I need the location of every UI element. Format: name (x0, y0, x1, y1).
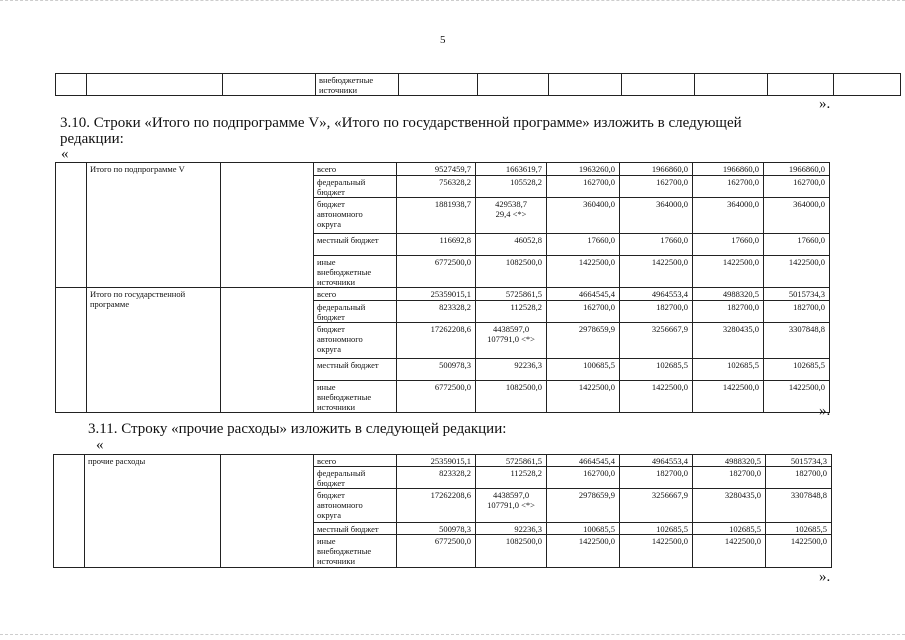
amount-cell: 1422500,0 (693, 381, 764, 413)
amount-cell: 17660,0 (620, 234, 693, 256)
amount-cell: 5725861,5 (476, 288, 547, 301)
empty-cell (56, 74, 87, 96)
row-number-cell (56, 163, 87, 288)
amount-cell: 162700,0 (547, 467, 620, 489)
closing-quote: ». (819, 569, 831, 585)
amount-cell: 6772500,0 (397, 256, 476, 288)
empty-cell (834, 74, 901, 96)
closing-quote: ». (819, 96, 831, 112)
amount-cell: 364000,0 (620, 198, 693, 234)
group-title-cell: Итого по государственной программе (87, 288, 221, 413)
amount-cell: 100685,5 (547, 359, 620, 381)
empty-cell (768, 74, 834, 96)
amount-cell: 823328,2 (397, 301, 476, 323)
amount-cell: 3256667,9 (620, 489, 693, 523)
amount-cell: 364000,0 (693, 198, 764, 234)
amount-cell: 5725861,5 (476, 455, 547, 467)
table-row (56, 163, 897, 176)
amount-cell: 182700,0 (620, 301, 693, 323)
other-expenses-table (53, 454, 899, 568)
funding-source-cell: всего (314, 455, 397, 467)
amount-cell: 102685,5 (620, 523, 693, 535)
empty-cell (223, 74, 316, 96)
scan-edge-bottom (0, 634, 905, 636)
amount-cell: 100685,5 (547, 523, 620, 535)
funding-source-cell: иные внебюджетные источники (314, 381, 397, 413)
amount-cell: 182700,0 (620, 467, 693, 489)
amount-cell: 1082500,0 (476, 535, 547, 568)
amount-cell: 4964553,4 (620, 455, 693, 467)
amount-cell: 17660,0 (764, 234, 830, 256)
funding-source-cell: бюджет автономного округа (314, 323, 397, 359)
amount-cell: 162700,0 (764, 176, 830, 198)
amount-cell: 3280435,0 (693, 489, 766, 523)
amount-cell: 116692,8 (397, 234, 476, 256)
amount-cell: 3256667,9 (620, 323, 693, 359)
subprogram-totals-table (55, 162, 897, 413)
amount-cell: 1881938,7 (397, 198, 476, 234)
amount-cell: 360400,0 (547, 198, 620, 234)
amount-cell: 1422500,0 (693, 535, 766, 568)
amount-cell: 823328,2 (397, 467, 476, 489)
amount-cell: 500978,3 (397, 359, 476, 381)
row-number-cell (54, 455, 85, 568)
amount-cell: 102685,5 (620, 359, 693, 381)
amount-cell: 5015734,3 (766, 455, 832, 467)
funding-source-cell: федеральный бюджет (314, 301, 397, 323)
amount-cell: 1422500,0 (766, 535, 832, 568)
section-3-11-line1: 3.11. Строку «прочие расходы» изложить в следующей редакции: (88, 421, 507, 437)
amount-cell: 500978,3 (397, 523, 476, 535)
funding-source-cell: бюджет автономного округа (314, 198, 397, 234)
row-number-cell (56, 288, 87, 413)
empty-cell (221, 288, 314, 413)
amount-cell: 112528,2 (476, 467, 547, 489)
empty-cell (695, 74, 768, 96)
amount-cell: 4438597,0 107791,0 <*> (476, 323, 547, 359)
amount-cell: 182700,0 (693, 301, 764, 323)
amount-cell: 4438597,0 107791,0 <*> (476, 489, 547, 523)
opening-quote: « (61, 146, 69, 162)
group-title-cell: Итого по подпрограмме V (87, 163, 221, 288)
amount-cell: 46052,8 (476, 234, 547, 256)
funding-source-cell: всего (314, 163, 397, 176)
amount-cell: 102685,5 (764, 359, 830, 381)
amount-cell: 4664545,4 (547, 288, 620, 301)
amount-cell: 102685,5 (693, 359, 764, 381)
amount-cell: 25359015,1 (397, 288, 476, 301)
amount-cell: 1966860,0 (693, 163, 764, 176)
funding-source-cell: местный бюджет (314, 523, 397, 535)
amount-cell: 162700,0 (547, 176, 620, 198)
closing-quote: ». (819, 403, 831, 419)
amount-cell: 102685,5 (693, 523, 766, 535)
amount-cell: 17660,0 (693, 234, 764, 256)
section-3-10-line1: 3.10. Строки «Итого по подпрограмме V», «Итого по государственной программе» изложить в следующей (60, 115, 742, 131)
amount-cell: 4664545,4 (547, 455, 620, 467)
amount-cell: 4964553,4 (620, 288, 693, 301)
funding-source-cell: бюджет автономного округа (314, 489, 397, 523)
group-title-cell: прочие расходы (85, 455, 221, 568)
empty-cell (622, 74, 695, 96)
amount-cell: 1082500,0 (476, 256, 547, 288)
amount-cell: 3280435,0 (693, 323, 764, 359)
amount-cell: 182700,0 (764, 301, 830, 323)
amount-cell: 25359015,1 (397, 455, 476, 467)
amount-cell: 1422500,0 (547, 381, 620, 413)
empty-cell (478, 74, 549, 96)
table-row (56, 288, 897, 301)
amount-cell: 1422500,0 (620, 381, 693, 413)
funding-source-cell: местный бюджет (314, 359, 397, 381)
amount-cell: 1966860,0 (620, 163, 693, 176)
amount-cell: 92236,3 (476, 359, 547, 381)
empty-cell (549, 74, 622, 96)
amount-cell: 364000,0 (764, 198, 830, 234)
amount-cell: 1422500,0 (620, 256, 693, 288)
amount-cell: 1422500,0 (764, 381, 830, 413)
amount-cell: 182700,0 (766, 467, 832, 489)
amount-cell: 17262208,6 (397, 489, 476, 523)
funding-source-cell: иные внебюджетные источники (314, 535, 397, 568)
amount-cell: 1422500,0 (693, 256, 764, 288)
amount-cell: 162700,0 (693, 176, 764, 198)
amount-cell: 162700,0 (620, 176, 693, 198)
amount-cell: 1963260,0 (547, 163, 620, 176)
empty-cell (399, 74, 478, 96)
amount-cell: 2978659,9 (547, 323, 620, 359)
amount-cell: 1422500,0 (764, 256, 830, 288)
funding-source-cell: федеральный бюджет (314, 176, 397, 198)
opening-quote: « (96, 437, 104, 453)
amount-cell: 1082500,0 (476, 381, 547, 413)
top-table (55, 73, 901, 96)
page-number: 5 (440, 34, 446, 46)
amount-cell: 92236,3 (476, 523, 547, 535)
amount-cell: 6772500,0 (397, 535, 476, 568)
amount-cell: 429538,7 29,4 <*> (476, 198, 547, 234)
amount-cell: 3307848,8 (764, 323, 830, 359)
funding-source-cell: местный бюджет (314, 234, 397, 256)
amount-cell: 17262208,6 (397, 323, 476, 359)
funding-source-cell: федеральный бюджет (314, 467, 397, 489)
source-cell: внебюджетные источники (316, 74, 399, 96)
amount-cell: 1663619,7 (476, 163, 547, 176)
amount-cell: 1422500,0 (547, 535, 620, 568)
empty-cell (87, 74, 223, 96)
amount-cell: 3307848,8 (766, 489, 832, 523)
amount-cell: 112528,2 (476, 301, 547, 323)
amount-cell: 162700,0 (547, 301, 620, 323)
amount-cell: 9527459,7 (397, 163, 476, 176)
amount-cell: 102685,5 (766, 523, 832, 535)
section-3-10-line2: редакции: (60, 131, 124, 147)
amount-cell: 17660,0 (547, 234, 620, 256)
amount-cell: 4988320,5 (693, 288, 764, 301)
amount-cell: 1422500,0 (620, 535, 693, 568)
funding-source-cell: всего (314, 288, 397, 301)
amount-cell: 4988320,5 (693, 455, 766, 467)
amount-cell: 6772500,0 (397, 381, 476, 413)
amount-cell: 2978659,9 (547, 489, 620, 523)
amount-cell: 1966860,0 (764, 163, 830, 176)
empty-cell (221, 163, 314, 288)
table-row (54, 455, 899, 467)
amount-cell: 105528,2 (476, 176, 547, 198)
funding-source-cell: иные внебюджетные источники (314, 256, 397, 288)
amount-cell: 1422500,0 (547, 256, 620, 288)
scan-edge-top (0, 0, 905, 2)
amount-cell: 5015734,3 (764, 288, 830, 301)
empty-cell (221, 455, 314, 568)
amount-cell: 182700,0 (693, 467, 766, 489)
amount-cell: 756328,2 (397, 176, 476, 198)
